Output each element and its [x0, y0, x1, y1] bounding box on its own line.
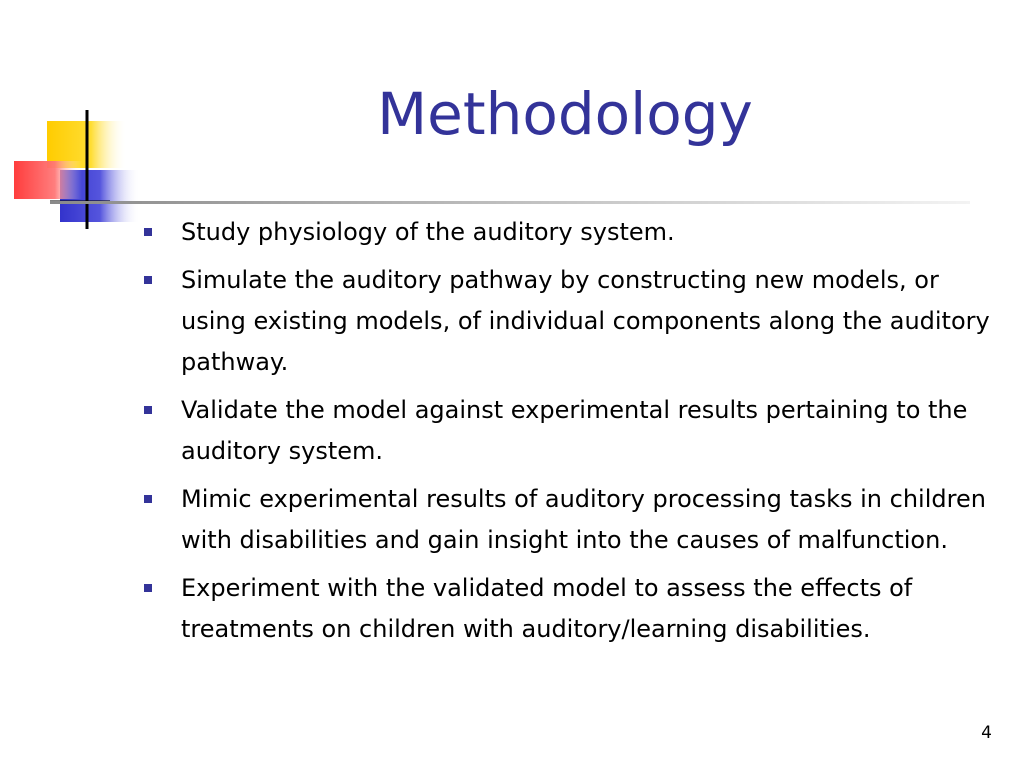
stacked-squares-icon: [0, 0, 200, 240]
bullet-list: [140, 212, 990, 657]
bullet-text: Validate the model against experimental results pertaining to the auditory system.: [181, 396, 968, 465]
bullet-item: [140, 568, 990, 650]
square-bullet-icon: [144, 276, 152, 284]
title-divider: [50, 201, 970, 204]
square-bullet-icon: [144, 495, 152, 503]
bullet-text: Experiment with the validated model to assess the effects of treatments on children with auditory/learning disabilities.: [181, 574, 913, 643]
bullet-item: [140, 260, 990, 383]
page-number: 4: [981, 723, 992, 743]
logo-red-square: [14, 161, 82, 199]
bullet-text: Study physiology of the auditory system.: [181, 218, 675, 246]
bullet-item: [140, 479, 990, 561]
square-bullet-icon: [144, 228, 152, 236]
square-bullet-icon: [144, 406, 152, 414]
square-bullet-icon: [144, 584, 152, 592]
bullet-item: [140, 212, 990, 253]
slide-title: Methodology: [377, 80, 753, 148]
bullet-text: Mimic experimental results of auditory processing tasks in children with disabilities and gain insight into the causes of malfunction.: [181, 485, 986, 554]
bullet-item: [140, 390, 990, 472]
bullet-text: Simulate the auditory pathway by constructing new models, or using existing models, of individual components along the auditory pathway.: [181, 266, 990, 376]
